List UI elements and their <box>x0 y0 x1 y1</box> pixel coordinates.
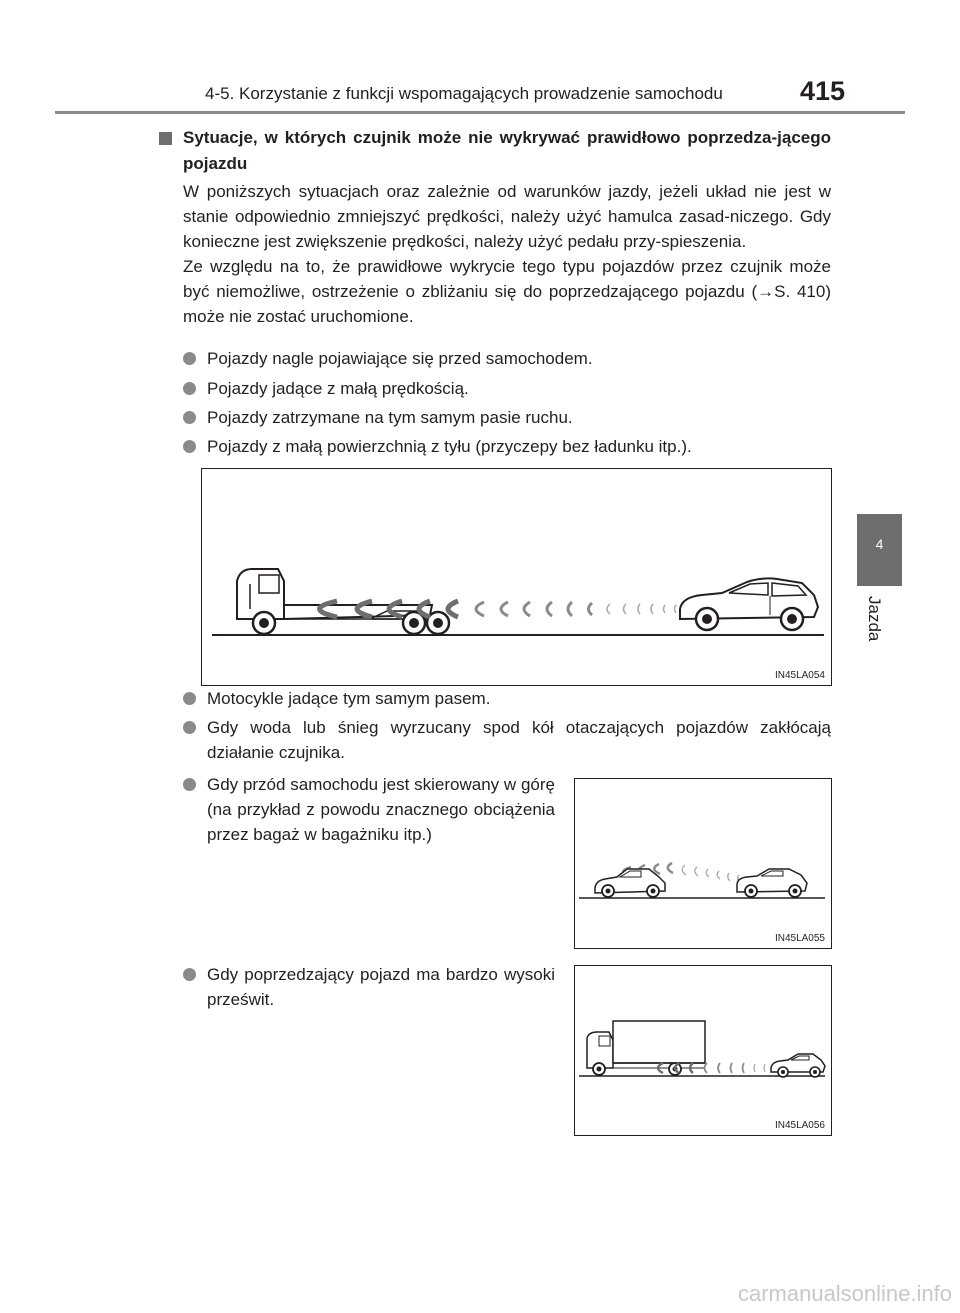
bullet-dot-icon <box>183 382 196 395</box>
list-item <box>183 434 831 459</box>
list-item <box>183 715 831 765</box>
list-item-text: Pojazdy z małą powierzchnią z tyłu (przyczepy bez ładunku itp.). <box>207 437 692 456</box>
list-item <box>183 686 831 711</box>
raised-front-illustration-graphic <box>575 779 833 950</box>
bullet-dot-icon <box>183 778 196 791</box>
chapter-label: Jazda <box>865 596 884 642</box>
bullet-dot-icon <box>183 968 196 981</box>
list-item <box>183 376 831 401</box>
chapter-number: 4 <box>875 536 884 552</box>
list-item-text: Motocykle jadące tym samym pasem. <box>207 689 491 708</box>
list-item <box>183 962 555 1012</box>
figure-code: IN45LA054 <box>774 670 825 681</box>
section-title: 4-5. Korzystanie z funkcji wspomagających prowadzenie samochodu <box>205 84 723 103</box>
list-item-text: Gdy woda lub śnieg wyrzucany spod kół otaczających pojazdów zakłócają działanie czujnika. <box>207 718 831 762</box>
bullet-dot-icon <box>183 721 196 734</box>
intro-paragraphs <box>183 179 831 329</box>
paragraph-2: Ze względu na to, że prawidłowe wykrycie tego typu pojazdów przez czujnik może być niemożliwe, ostrzeżenie o zbliżaniu się do poprzedzającego pojazdu (→S. 410) może nie zostać uruchomione. <box>183 257 831 326</box>
list-item-text: Gdy poprzedzający pojazd ma bardzo wysoki prześwit. <box>207 965 555 1009</box>
list-item-text: Pojazdy nagle pojawiające się przed samochodem. <box>207 349 593 368</box>
list-item <box>183 346 831 371</box>
bullet-dot-icon <box>183 440 196 453</box>
figure-high-clearance-illustration <box>574 965 832 1136</box>
watermark: carmanualsonline.info <box>737 1281 952 1306</box>
chapter-tab <box>857 514 902 586</box>
list-item <box>183 772 555 847</box>
trailer-illustration-graphic <box>202 469 833 687</box>
list-item-text: Pojazdy zatrzymane na tym samym pasie ruchu. <box>207 408 573 427</box>
paragraph-1: W poniższych sytuacjach oraz zależnie od warunków jazdy, jeżeli układ nie jest w stanie odpowiednio zmniejszyć prędkości, należy użyć hamulca zasad-niczego. Gdy konieczne jest zwiększenie prędkości, należy użyć pedału przy-spieszenia. <box>183 182 831 251</box>
list-item-text: Gdy przód samochodu jest skierowany w górę (na przykład z powodu znacznego obciążenia przez bagaż w bagażniku itp.) <box>207 775 555 844</box>
list-item-text: Pojazdy jadące z małą prędkością. <box>207 379 469 398</box>
high-clearance-illustration-graphic <box>575 966 833 1137</box>
figure-code: IN45LA056 <box>774 1120 825 1131</box>
section-heading <box>159 125 831 177</box>
section-heading-text: Sytuacje, w których czujnik może nie wykrywać prawidłowo poprzedza-jącego pojazdu <box>183 128 831 173</box>
square-bullet-icon <box>159 132 172 145</box>
bullet-dot-icon <box>183 692 196 705</box>
bullet-dot-icon <box>183 352 196 365</box>
figure-raised-front-illustration <box>574 778 832 949</box>
list-item <box>183 405 831 430</box>
header-divider <box>55 111 905 114</box>
page-number: 415 <box>800 76 846 106</box>
bullet-dot-icon <box>183 411 196 424</box>
figure-code: IN45LA055 <box>774 933 825 944</box>
figure-trailer-illustration <box>201 468 832 686</box>
